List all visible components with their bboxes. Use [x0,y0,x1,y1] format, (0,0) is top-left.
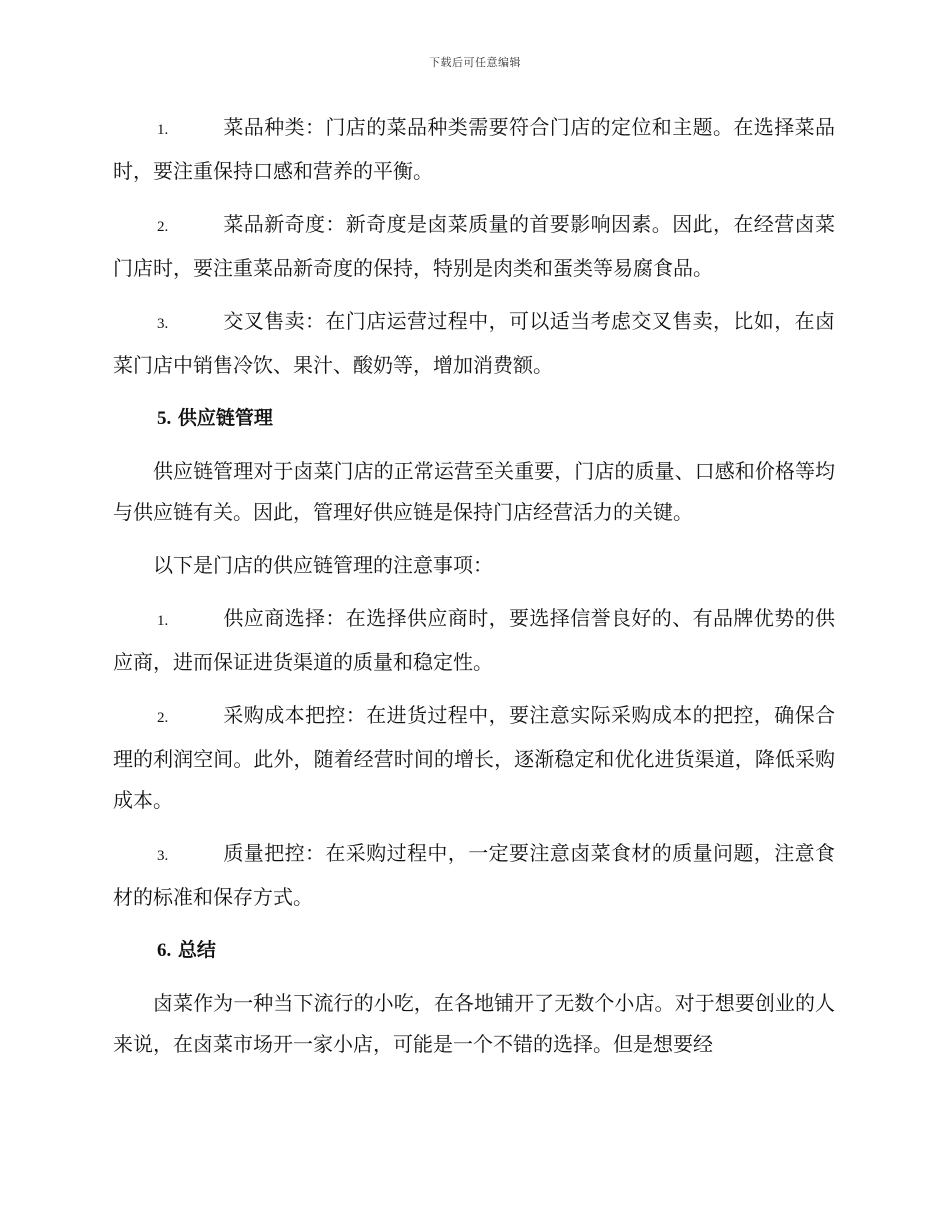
paragraph-supply-intro: 供应链管理对于卤菜门店的正常运营至关重要，门店的质量、口感和价格等均与供应链有关。因此，管理好供应链是保持门店经营活力的关键。 [113,459,835,524]
list-number: 2. [157,219,169,235]
list-number: 3. [157,316,169,332]
section-heading-supply-chain [113,398,835,439]
paragraph-supply-lead: 以下是门店的供应链管理的注意事项： [153,553,493,577]
list-text: 菜品种类：门店的菜品种类需要符合门店的定位和主题。在选择菜品时，要注重保持口感和营养的平衡。 [113,115,835,183]
list-item [113,695,835,821]
page-header: 下载后可任意编辑 [429,56,521,69]
document-body [113,107,835,1077]
list-item [113,204,835,289]
paragraph-summary: 卤菜作为一种当下流行的小吃，在各地铺开了无数个小店。对于想要创业的人来说，在卤菜市场开一家小店，可能是一个不错的选择。但是想要经 [113,991,835,1056]
heading-text: 供应链管理 [177,407,273,429]
heading-text: 总结 [177,939,216,961]
list-text: 供应商选择：在选择供应商时，要选择信誉良好的、有品牌优势的供应商，进而保证进货渠道的质量和稳定性。 [113,606,835,674]
list-number: 2. [157,710,169,726]
heading-number: 6. [157,940,172,961]
list-item [113,301,835,386]
list-item [113,833,835,918]
list-text: 采购成本把控：在进货过程中，要注意实际采购成本的把控，确保合理的利润空间。此外，随着经营时间的增长，逐渐稳定和优化进货渠道，降低采购成本。 [113,703,835,812]
list-item [113,598,835,683]
list-text: 质量把控：在采购过程中，一定要注意卤菜食材的质量问题，注意食材的标准和保存方式。 [113,841,835,909]
list-number: 1. [157,613,169,629]
list-item [113,107,835,192]
list-text: 菜品新奇度：新奇度是卤菜质量的首要影响因素。因此，在经营卤菜门店时，要注重菜品新奇度的保持，特别是肉类和蛋类等易腐食品。 [113,212,835,280]
section-heading-summary [113,930,835,971]
list-number: 1. [157,122,169,138]
heading-number: 5. [157,408,172,429]
list-number: 3. [157,848,169,864]
list-text: 交叉售卖：在门店运营过程中，可以适当考虑交叉售卖，比如，在卤菜门店中销售冷饮、果汁、酸奶等，增加消费额。 [113,309,835,377]
